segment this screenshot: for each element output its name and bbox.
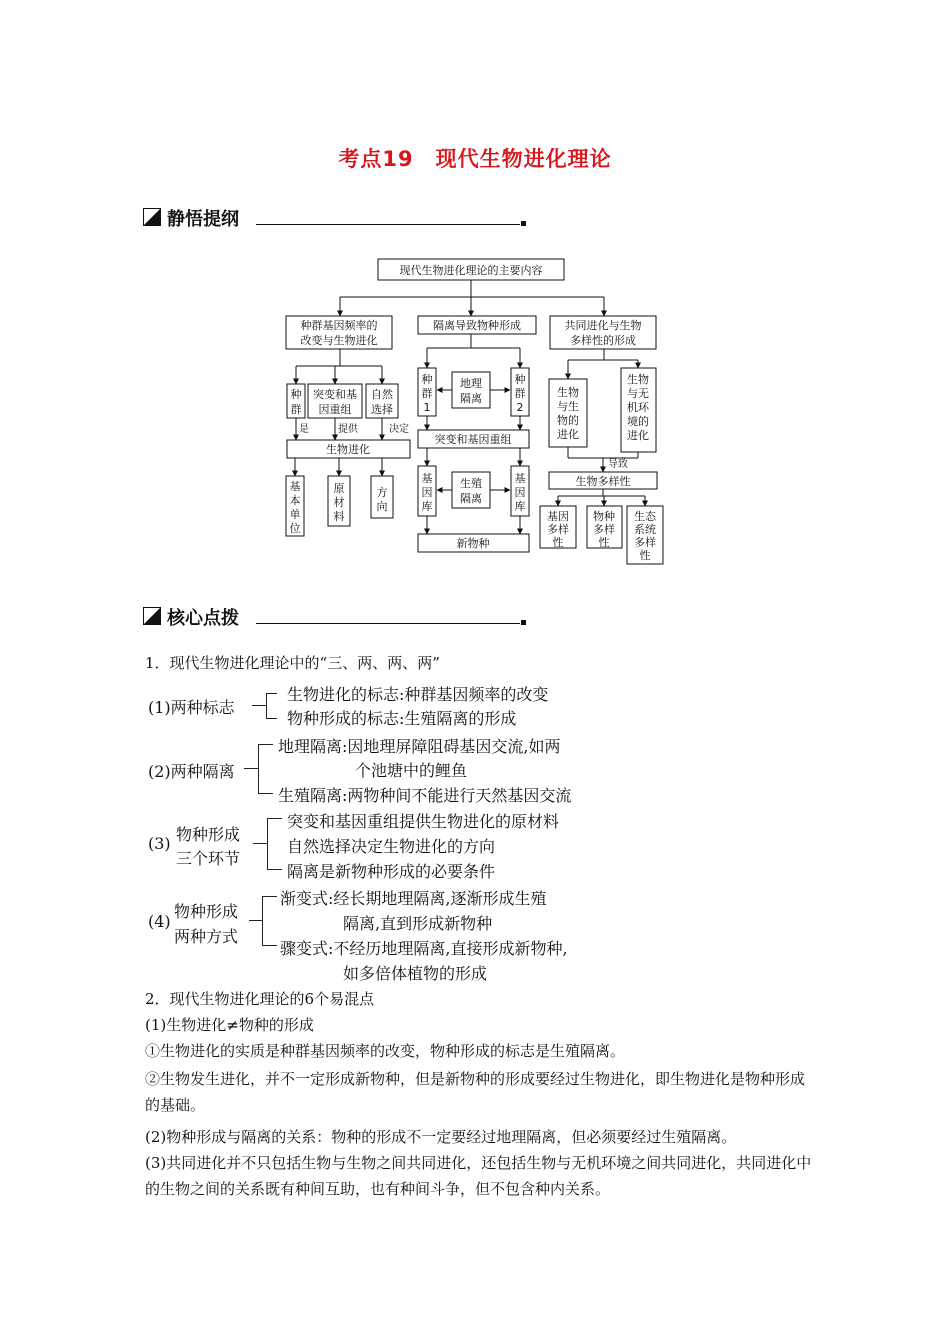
node-sd-0: 物种 (593, 510, 615, 523)
group-2-item-2: 生殖隔离:两物种间不能进行天然基因交流 (278, 786, 572, 805)
section-rule (256, 224, 520, 225)
group-3-item-3: 隔离是新物种形成的必要条件 (287, 862, 496, 881)
node-sd-2: 性 (598, 536, 610, 549)
node-material-0: 原 (333, 482, 345, 495)
group-3-item-1: 突变和基因重组提供生物进化的原材料 (287, 812, 560, 831)
section-title: 核心点拨 (167, 608, 239, 629)
group-1-label: (1)两种标志 (148, 698, 235, 717)
group-3-label-1: 物种形成 (176, 825, 241, 844)
section-header-key-points (143, 604, 528, 628)
node-b2: 隔离导致物种形成 (433, 319, 521, 332)
node-be-0: 生物 (627, 373, 649, 386)
edge-label-decide: 决定 (389, 424, 409, 435)
group-2-stem (244, 768, 258, 769)
node-bb-3: 进化 (557, 428, 579, 441)
node-unit-1: 本 (289, 494, 301, 507)
group-4-number: (4) (148, 912, 171, 931)
node-unit-2: 单 (289, 508, 301, 521)
node-ed-2: 多样 (634, 536, 656, 549)
group-2-item-1: 地理隔离:因地理屏障阻碍基因交流,如两 (278, 737, 561, 756)
node-b1-l1: 种群基因频率的 (300, 319, 378, 332)
node-pop1-1: 群 (421, 387, 433, 400)
node-gd-2: 性 (552, 536, 564, 549)
section-header-outline (143, 205, 528, 229)
group-3-item-2: 自然选择决定生物进化的方向 (287, 837, 496, 856)
node-be-1: 与无 (627, 387, 649, 400)
group-1-bracket (266, 693, 277, 719)
group-4-label-2: 两种方式 (174, 927, 239, 946)
paragraph-p7: (3)共同进化并不只包括生物与生物之间共同进化，还包括生物与无机环境之间共同进化，共同进化中的生物之间的关系既有种间互助，也有种间斗争，但不包含种内关系。 (145, 1154, 812, 1198)
group-3-bracket (267, 818, 282, 870)
group-1-stem (252, 705, 266, 706)
node-mut-l1: 突变和基 (313, 388, 357, 401)
node-gp2-0: 基 (514, 472, 526, 485)
node-ed-0: 生态 (634, 510, 656, 523)
group-1-item-2: 物种形成的标志:生殖隔离的形成 (287, 709, 517, 728)
node-b3-l1: 共同进化与生物 (564, 319, 642, 332)
paragraph-p4: ①生物进化的实质是种群基因频率的改变，物种形成的标志是生殖隔离。 (145, 1042, 626, 1060)
paragraph-p6: (2)物种形成与隔离的关系：物种的形成不一定要经过地理隔离，但必须要经过生殖隔离。 (145, 1128, 737, 1146)
group-2-item-1-cont: 个池塘中的鲤鱼 (355, 761, 468, 780)
node-mut-l2: 因重组 (318, 403, 352, 416)
node-gp1-1: 因 (421, 486, 433, 499)
group-1-item-1: 生物进化的标志:种群基因频率的改变 (287, 685, 549, 704)
point-2-heading: 2．现代生物进化理论的6个易混点 (145, 990, 375, 1008)
group-2-label: (2)两种隔离 (148, 762, 235, 781)
node-gp2-2: 库 (514, 500, 526, 513)
node-direction-1: 向 (376, 500, 388, 513)
node-b3-l2: 多样性的形成 (570, 334, 636, 347)
node-rep-l2: 隔离 (460, 492, 482, 505)
node-material-2: 料 (333, 510, 345, 523)
group-4-item-2: 骤变式:不经历地理隔离,直接形成新物种, (280, 939, 568, 958)
node-pop1-2: 1 (423, 401, 431, 414)
page-title: 考点19 现代生物进化理论 (338, 147, 612, 171)
node-sd-1: 多样 (593, 523, 615, 536)
node-sel-l1: 自然 (371, 388, 393, 401)
section-marker-icon (143, 607, 161, 625)
node-gp1-2: 库 (421, 500, 433, 513)
node-gd-1: 多样 (547, 523, 569, 536)
group-4-label-1: 物种形成 (174, 902, 239, 921)
group-4-bracket (262, 896, 277, 946)
node-mut2: 突变和基因重组 (434, 433, 512, 446)
group-3-label-2: 三个环节 (176, 849, 241, 868)
node-geo-l1: 地理 (460, 377, 482, 390)
group-4-item-1: 渐变式:经长期地理隔离,逐渐形成生殖 (280, 889, 547, 908)
node-bb-1: 与生 (557, 400, 579, 413)
concept-map (280, 258, 670, 568)
node-unit-3: 位 (289, 522, 301, 535)
node-pop-l2: 群 (290, 403, 302, 416)
edge-label-provide: 提供 (338, 424, 358, 435)
node-pop-l1: 种 (290, 388, 302, 401)
section-rule (256, 623, 520, 624)
group-3-stem (253, 843, 267, 844)
node-pop2-1: 群 (514, 387, 526, 400)
node-pop1-0: 种 (421, 373, 433, 386)
edge-label-lead: 导致 (608, 459, 628, 470)
section-marker-icon (143, 208, 161, 226)
node-bb-2: 物的 (557, 414, 579, 427)
node-gd-0: 基因 (547, 510, 569, 523)
section-rule-end (521, 620, 526, 625)
node-unit-0: 基 (289, 480, 301, 493)
node-be-4: 进化 (627, 429, 649, 442)
paragraph-p5: ②生物发生进化，并不一定形成新物种，但是新物种的形成要经过生物进化，即生物进化是物种形成的基础。 (145, 1070, 806, 1114)
node-sel-l2: 选择 (371, 403, 393, 416)
node-root: 现代生物进化理论的主要内容 (399, 264, 543, 277)
section-rule-end (521, 221, 526, 226)
node-geo-l2: 隔离 (460, 392, 482, 405)
node-direction-0: 方 (376, 486, 388, 499)
node-rep-l1: 生殖 (460, 477, 482, 490)
node-bb-0: 生物 (557, 386, 579, 399)
group-4-item-2-cont: 如多倍体植物的形成 (343, 964, 488, 983)
node-ed-1: 系统 (634, 523, 656, 536)
node-gp1-0: 基 (421, 472, 433, 485)
group-2-bracket (258, 744, 273, 794)
node-be-2: 机环 (627, 401, 649, 414)
node-pop2-2: 2 (516, 401, 524, 414)
edge-label-is: 是 (299, 424, 309, 435)
group-4-item-1-cont: 隔离,直到形成新物种 (343, 914, 493, 933)
node-evo: 生物进化 (326, 443, 370, 456)
section-title: 静悟提纲 (167, 209, 239, 230)
node-newsp: 新物种 (456, 537, 490, 550)
node-bio: 生物多样性 (575, 475, 631, 488)
node-material-1: 材 (333, 496, 345, 509)
node-gp2-1: 因 (514, 486, 526, 499)
node-pop2-0: 种 (514, 373, 526, 386)
paragraph-p3: (1)生物进化≠物种的形成 (145, 1016, 314, 1034)
group-4-stem (249, 920, 262, 921)
group-3-number: (3) (148, 834, 171, 853)
node-b1-l2: 改变与生物进化 (300, 334, 378, 347)
point-1-heading: 1．现代生物进化理论中的“三、两、两、两” (145, 654, 440, 672)
node-ed-3: 性 (639, 549, 651, 562)
node-be-3: 境的 (627, 415, 649, 428)
